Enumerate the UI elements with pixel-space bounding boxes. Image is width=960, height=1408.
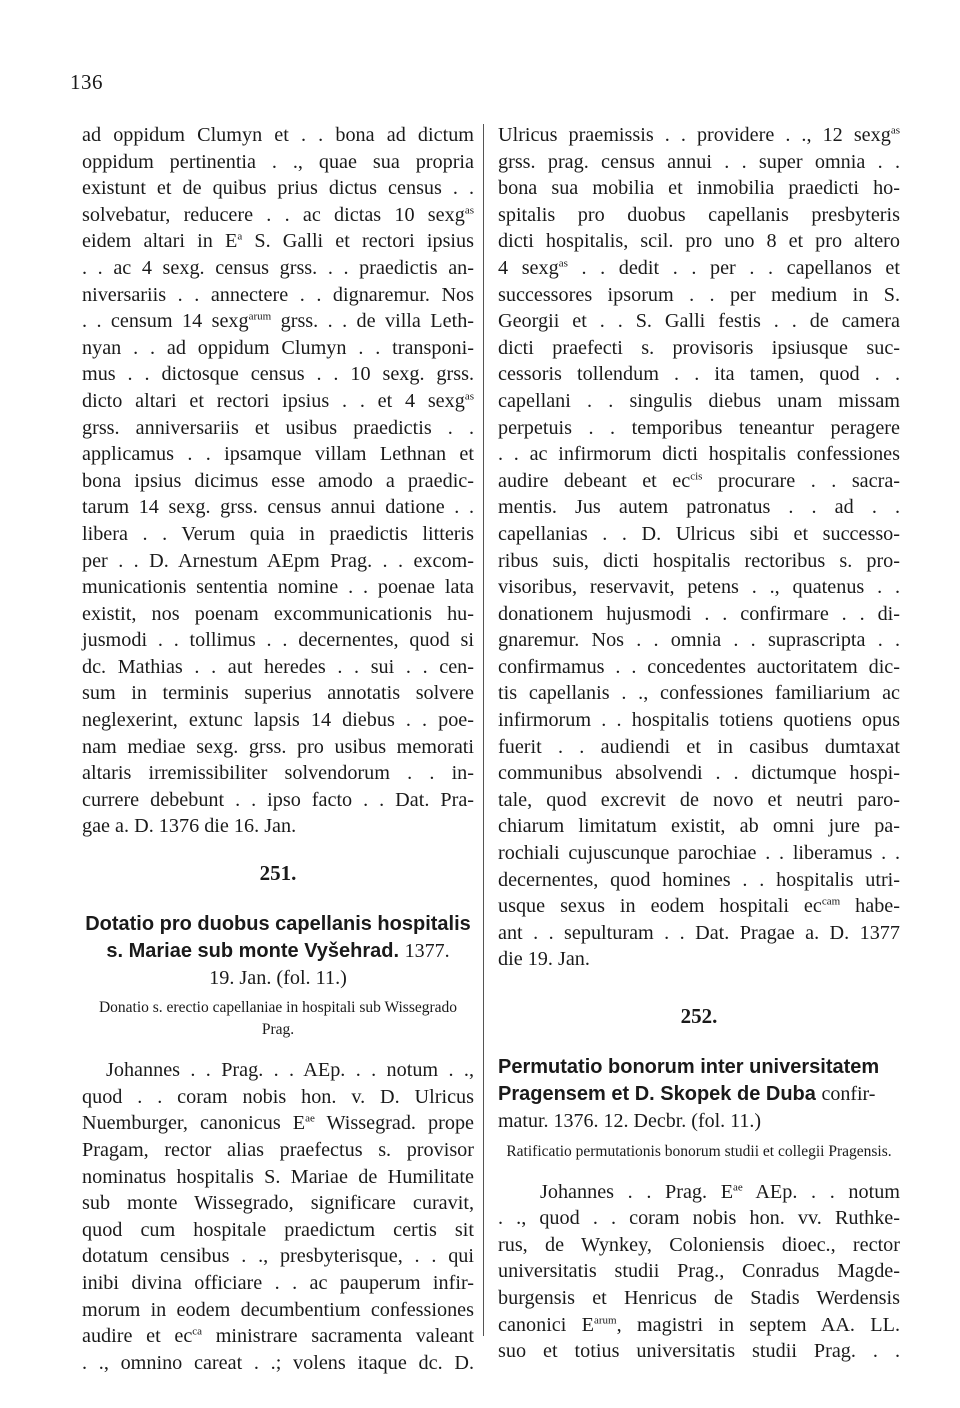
text-line: jusmodi . . tollimus . . decernentes, quod si xyxy=(82,629,474,652)
text-line: communibus absolvendi . . dictumque hospi- xyxy=(498,762,900,785)
text-line: dotatum censibus . ., presbyterisque, . . qui xyxy=(82,1245,474,1268)
text-line: donationem hujusmodi . . confirmare . . di- xyxy=(498,602,900,625)
text-line: Johannes . . Prag. . . AEp. . . notum . ., xyxy=(106,1059,474,1082)
text-line: niversariis . . annectere . . dignaremur. Nos xyxy=(82,283,474,306)
text-line: grss. anniversariis et usibus praedictis . . xyxy=(82,416,474,439)
text-line: fuerit . . audiendi et in casibus dumtaxat xyxy=(498,735,900,758)
text-line: ant . . sepulturam . . Dat. Pragae a. D. 1377 xyxy=(498,921,900,944)
text-line: gnaremur. Nos . . omnia . . suprascripta . . xyxy=(498,629,900,652)
text-line: successores ipsorum . . per medium in S. xyxy=(498,283,900,306)
text-line: audire et $ec^{ca}$ ministrare sacramenta valeant xyxy=(82,1325,474,1348)
document-number: 252. xyxy=(680,1004,718,1028)
text-line: dicti praefecti s. provisoris ipsiusque suc- xyxy=(498,336,900,359)
text-line: eidem altari in $E^a$ S. Galli et rectori ipsius xyxy=(82,230,474,253)
text-line: spitalis pro duobus capellanis presbyteris xyxy=(498,203,900,226)
text-line: rus, de Wynkey, Coloniensis dioec., rector xyxy=(498,1233,900,1256)
text-line: dicti hospitalis, scil. pro uno 8 et pro altero xyxy=(498,230,900,253)
text-line: ribus suis, dicti hospitalis rectoribus s. pro- xyxy=(498,549,900,572)
text-line: decernentes, quod homines . . hospitalis utri- xyxy=(498,868,900,891)
text-line: grss. prag. census annui . . super omnia . . xyxy=(498,150,900,173)
text-line: 4 sexg$^{as}$ . . dedit . . per . . capellanos et xyxy=(498,256,900,279)
text-line: . ., quod . . coram nobis hon. vv. Ruthke- xyxy=(498,1207,900,1230)
document-heading: Permutatio bonorum inter universitatem Pragensem et D. Skopek de Duba confir- matur. 1376. 12. Decbr. (fol. 11.) xyxy=(498,1055,880,1132)
text-line: visoribus, reservavit, petens . ., quatenus . . xyxy=(498,576,900,599)
text-line: municationis sententia nomine . . poenae lata xyxy=(82,576,474,599)
text-line: sub monte Wissegrado, significare curavit, xyxy=(82,1192,474,1215)
text-line: bona ipsius dicimus esse amodo a praedic- xyxy=(82,469,474,492)
text-line: nyan . . ad oppidum Clumyn . . transponi- xyxy=(82,336,474,359)
text-line: sum in terminis superius annotatis solvere xyxy=(82,682,474,705)
text-line: mus . . dictosque census . . 10 sexg. grss. xyxy=(82,363,474,386)
text-line: . . ac 4 sexg. census grss. . . praedictis an- xyxy=(82,256,474,279)
text-line: quod . . coram nobis hon. v. D. Ulricus xyxy=(82,1085,474,1108)
text-line: applicamus . . ipsamque villam Lethnan et xyxy=(82,443,474,466)
text-line: existunt et de quibus prius dictus census . . xyxy=(82,177,474,200)
column-divider xyxy=(483,124,484,1336)
text-line: Georgii et . . S. Galli festis . . de camera xyxy=(498,310,900,333)
text-line: capellanias . . D. Ulricus sibi et successo- xyxy=(498,522,900,545)
text-line: oppidum pertinentia . ., quae sua propria xyxy=(82,150,474,173)
text-line: confirmamus . . concedentes auctoritatem dic- xyxy=(498,655,900,678)
text-line: nam mediae sexg. grss. pro usibus memorati xyxy=(82,735,474,758)
left-column xyxy=(82,122,474,1376)
text-line: Johannes . . Prag. $E^{ae}$ AEp. . . notum xyxy=(540,1180,900,1203)
text-line: dicto altari et rectori ipsius . . et 4 sexg$^{as}$ xyxy=(82,389,474,412)
text-line: burgensis et Henricus de Stadis Werdensis xyxy=(498,1286,900,1309)
text-line: tarum 14 sexg. grss. census annui datione . . xyxy=(82,496,474,519)
text-line: per . . D. Arnestum AEpm Prag. . . excom- xyxy=(82,549,474,572)
text-line: Pragam, rector alias praefectus s. provisor xyxy=(82,1139,474,1161)
text-line: . . censum 14 sexg$^{arum}$ grss. . . de villa Leth- xyxy=(82,310,475,333)
document-heading: Dotatio pro duobus capellanis hospitalis s. Mariae sub monte Vyšehrad. 1377. xyxy=(85,912,471,962)
document-summary: Donatio s. erectio capellaniae in hospitali sub Wissegrado Prag. xyxy=(98,999,458,1039)
text-line: solvebatur, reducere . . ac dictas 10 sexg$^{as}$ xyxy=(82,203,474,226)
text-line: universitatis studii Prag., Conradus Magde- xyxy=(498,1260,900,1283)
text-line: gae a. D. 1376 die 16. Jan. xyxy=(82,815,297,838)
text-line: currere debebunt . . ipso facto . . Dat. Pra- xyxy=(82,788,474,811)
text-line: existit, nos poenam excommunicationis hu- xyxy=(82,602,474,625)
text-line: mentis. Jus autem patronatus . . ad . . xyxy=(498,496,900,519)
text-line: altaris irremissibiliter solvendorum . . in- xyxy=(82,762,474,785)
text-line: suo et totius universitatis studii Prag. . . xyxy=(498,1340,900,1363)
text-line: bona sua mobilia et inmobilia praedicti ho- xyxy=(498,177,900,200)
text-line: rochiali cujuscunque parochiae . . liberamus . . xyxy=(498,842,900,865)
text-line: dc. Mathias . . aut heredes . . sui . . cen- xyxy=(82,655,474,678)
text-line: chiarum limitatum existit, ab omni jure pa- xyxy=(498,815,900,838)
document-date: 19. Jan. (fol. 11.) xyxy=(209,966,347,989)
text-line: nominatus hospitalis S. Mariae de Humilitate xyxy=(82,1165,474,1188)
text-line: tale, quod excrevit de novo et neutri paro- xyxy=(498,788,900,811)
text-line: ad oppidum Clumyn et . . bona ad dictum xyxy=(82,124,474,146)
document-number: 251. xyxy=(259,861,297,886)
text-line: audire debeant et $ec^{cis}$ procurare . . sacra- xyxy=(498,469,901,492)
text-line: . . ac infirmorum dicti hospitalis confessiones xyxy=(498,443,900,466)
text-line: Nuemburger, canonicus $E^{ae}$ Wissegrad. prope xyxy=(82,1112,475,1135)
text-line: Ulricus praemissis . . providere . ., 12 sexg$^{as}$ xyxy=(498,124,900,146)
text-line: inibi divina officiare . . ac pauperum infir- xyxy=(82,1271,474,1294)
text-line: canonici $E^{arum}$, magistri in septem AA. LL. xyxy=(498,1313,900,1336)
text-line: morum in eodem decumbentium confessiones xyxy=(82,1298,474,1321)
text-line: die 19. Jan. xyxy=(498,948,590,971)
text-line: perpetuis . . temporibus teneantur peragere xyxy=(498,416,900,439)
text-line: libera . . Verum quia in praedictis litteris xyxy=(82,522,474,545)
text-line: neglexerint, extunc lapsis 14 diebus . . poe- xyxy=(82,709,474,732)
text-line: quod cum hospitale praedictum certis sit xyxy=(82,1218,474,1241)
document-summary: Ratificatio permutationis bonorum studii et collegii Pragensis. xyxy=(506,1142,892,1160)
text-line: . ., omnino careat . .; volens itaque dc. D. xyxy=(82,1351,474,1374)
text-line: usque sexus in eodem hospitali $ec^{cam}$ habe- xyxy=(498,895,900,918)
right-column xyxy=(498,122,900,1365)
page-number: 136 xyxy=(70,70,103,94)
text-line: capellani . . singulis diebus unam missam xyxy=(498,389,900,412)
text-line: infirmorum . . hospitalis totiens quotiens opus xyxy=(498,709,900,732)
text-line: cessoris tollendum . . ita tamen, quod . . xyxy=(498,363,900,386)
text-line: tis capellanis . ., confessiones familiarium ac xyxy=(498,682,900,705)
